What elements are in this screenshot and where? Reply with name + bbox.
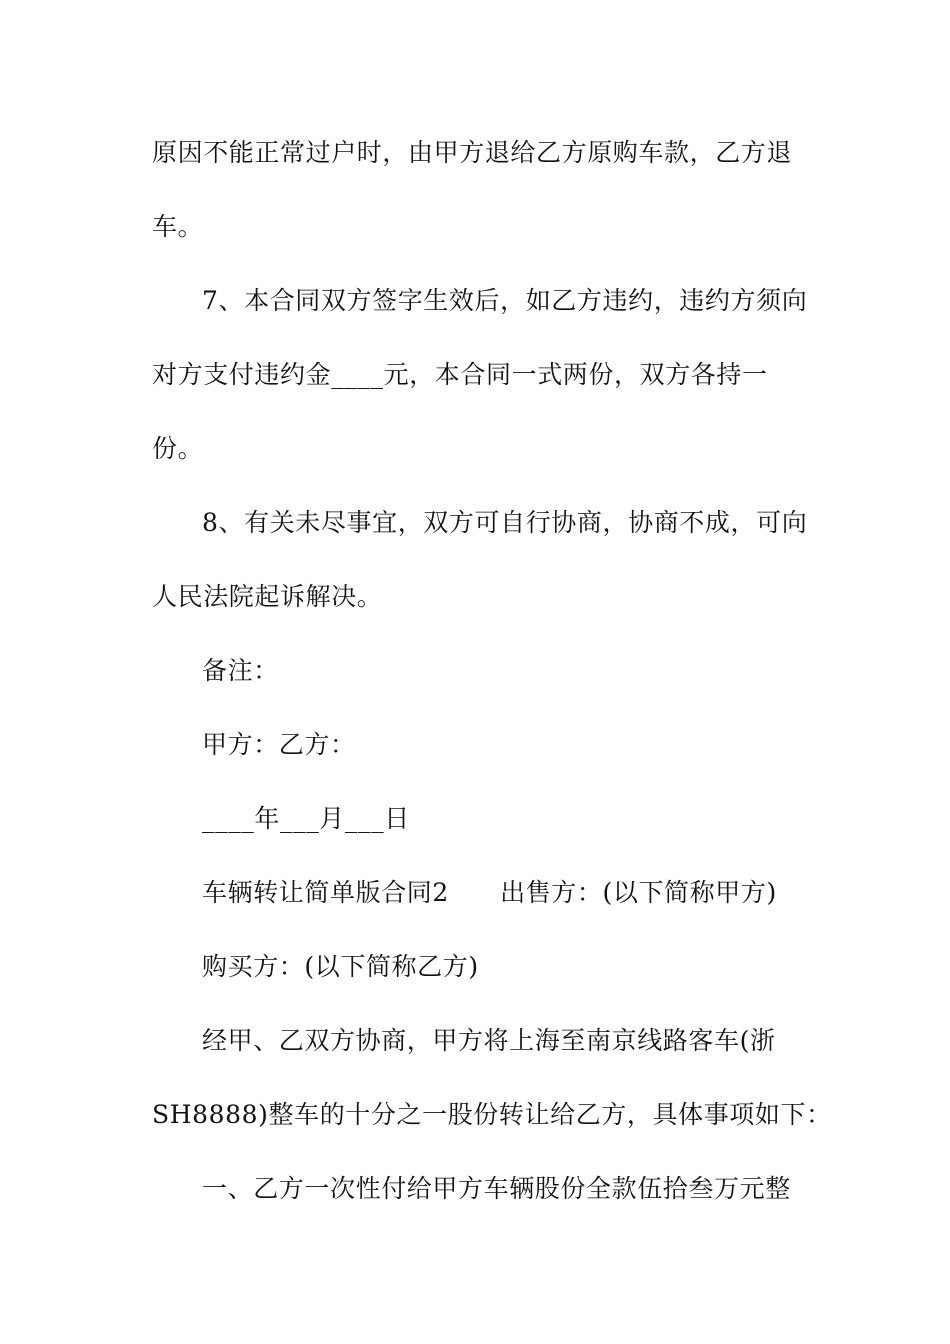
paragraph-line: 人民法院起诉解决。	[152, 582, 383, 611]
paragraph-line: 车。	[152, 212, 204, 241]
paragraph-line: 原因不能正常过户时，由甲方退给乙方原购车款，乙方退	[152, 138, 793, 167]
clause-1-line: 一、乙方一次性付给甲方车辆股份全款伍拾叁万元整	[202, 1174, 791, 1203]
paragraph-line: 对方支付违约金____元，本合同一式两份，双方各持一	[152, 360, 768, 389]
date-line: ____年___月___日	[202, 804, 410, 833]
signature-parties: 甲方：乙方：	[202, 730, 356, 759]
paragraph-line: 份。	[152, 434, 204, 463]
contract-2-heading: 车辆转让简单版合同2 出售方：(以下简称甲方)	[202, 878, 777, 907]
clause-8-line: 8、有关未尽事宜，双方可自行协商，协商不成，可向	[202, 508, 808, 537]
paragraph-line: SH8888)整车的十分之一股份转让给乙方，具体事项如下：	[152, 1100, 832, 1129]
remarks-label: 备注：	[202, 656, 279, 685]
paragraph-line: 经甲、乙双方协商，甲方将上海至南京线路客车(浙	[202, 1026, 776, 1055]
clause-7-line: 7、本合同双方签字生效后，如乙方违约，违约方须向	[202, 286, 808, 315]
buyer-line: 购买方：(以下简称乙方)	[202, 952, 479, 981]
